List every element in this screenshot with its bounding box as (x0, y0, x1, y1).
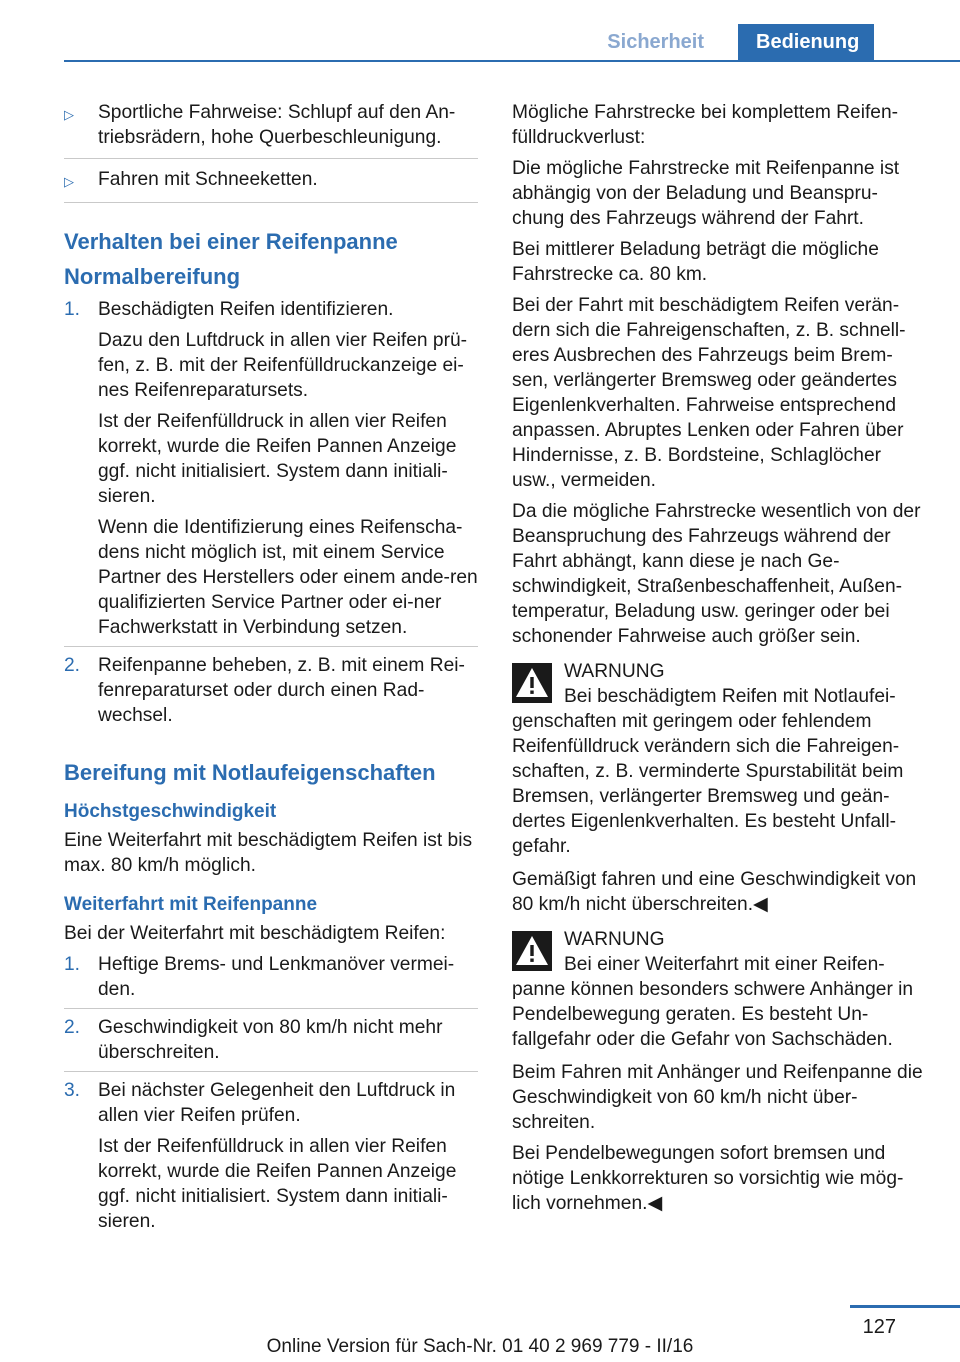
step-text: Reifenpanne beheben, z. B. mit einem Rei‐fenreparaturset oder durch einen Rad‐wechsel. (98, 655, 465, 726)
body-text: Mögliche Fahrstrecke bei komplettem Reifen‐fülldruckverlust: (512, 102, 899, 148)
section-heading: Bereifung mit Notlaufeigenschaften (64, 760, 436, 785)
right-column (512, 100, 928, 1222)
warning-triangle-icon (512, 663, 552, 703)
body-text: Bei der Fahrt mit beschädigtem Reifen verän‐dern sich die Fahreigenschaften, z. B. schnell‐eres Ausbrechen des Fahrzeugs beim Brem‐sen, verlängerter Bremsweg oder geändertes Eigenlenkverhalten. Fahrweise entsprechend anpassen. Abruptes Lenken oder Fahren über Hindernisse, z. B. Bordsteine, Schlaglöcher usw., vermeiden. (512, 295, 906, 491)
warning-triangle-icon (512, 931, 552, 971)
warning-title: WARNUNG (564, 929, 665, 950)
body-text: Bei mittlerer Beladung beträgt die mögliche Fahrstrecke ca. 80 km. (512, 239, 879, 285)
warning-box (512, 927, 928, 1216)
warning-text: Bei beschädigtem Reifen mit Notlaufei‐genschaften mit geringem oder fehlendem Reifenfülldruck verändern sich die Fahreigen‐schaften, z. B. verminderte Spurstabilität beim Bremsen, verlängerter Bremsweg und geän‐dertes Eigenlenkverhalten. Es besteht Unfall‐gefahr. (512, 686, 904, 857)
warning-box (512, 659, 928, 917)
subsection-heading: Höchstgeschwindigkeit (64, 801, 277, 822)
warning-action: Beim Fahren mit Anhänger und Reifenpanne die Geschwindigkeit von 60 km/h nicht über‐schreiten. (512, 1062, 923, 1133)
tab-sicherheit[interactable]: Sicherheit (607, 31, 704, 53)
triangle-bullet-icon: ▷ (64, 174, 74, 189)
subsection-heading: Normalbereifung (64, 264, 241, 289)
step-text: Wenn die Identifizierung eines Reifenscha‐dens nicht möglich ist, mit einem Service Partner des Herstellers oder einem ande‐ren qualifizierten Service Partner oder ei‐ner Fachwerkstatt in Verbindung setzen. (98, 517, 478, 638)
subsection-heading: Weiterfahrt mit Reifenpanne (64, 894, 318, 915)
step-number: 2. (64, 1017, 81, 1038)
step-item (64, 952, 478, 1009)
warning-text: Bei einer Weiterfahrt mit einer Reifen‐panne können besonders schwere Anhänger in Pendelbewegung geraten. Es besteht Un‐fallgefahr oder die Gefahr von Sachschäden. (512, 954, 914, 1050)
bullet-text: Sportliche Fahrweise: Schlupf auf den An‐triebsrädern, hohe Querbeschleunigung. (98, 102, 456, 148)
step-text: Ist der Reifenfülldruck in allen vier Reifen korrekt, wurde die Reifen Pannen Anzeige ggf. nicht initialisiert. System dann initiali‐sieren. (98, 411, 457, 507)
tab-bedienung[interactable]: Bedienung (738, 24, 874, 60)
list-item (64, 167, 478, 203)
step-item (64, 1078, 478, 1240)
step-number: 1. (64, 954, 81, 975)
step-text: Heftige Brems- und Lenkmanöver vermei‐den. (98, 954, 455, 1000)
warning-title: WARNUNG (564, 661, 665, 682)
step-number: 2. (64, 655, 81, 676)
list-item (64, 100, 478, 159)
triangle-bullet-icon: ▷ (64, 107, 74, 122)
bullet-text: Fahren mit Schneeketten. (98, 169, 318, 190)
step-item (64, 297, 478, 647)
step-item (64, 1015, 478, 1072)
body-text: Bei der Weiterfahrt mit beschädigtem Reifen: (64, 923, 446, 944)
step-text: Beschädigten Reifen identifizieren. (98, 299, 394, 320)
step-text: Ist der Reifenfülldruck in allen vier Reifen korrekt, wurde die Reifen Pannen Anzeige ggf. nicht initialisiert. System dann initiali‐sieren. (98, 1136, 457, 1232)
step-number: 3. (64, 1080, 81, 1101)
step-text: Bei nächster Gelegenheit den Luftdruck in allen vier Reifen prüfen. (98, 1080, 456, 1126)
left-column (64, 100, 478, 1246)
step-number: 1. (64, 299, 81, 320)
footer-rule (850, 1305, 960, 1308)
step-item (64, 653, 478, 734)
body-text: Da die mögliche Fahrstrecke wesentlich von der Beanspruchung des Fahrzeugs während der Fahrt abhängt, kann diese je nach Ge‐schwindigkeit, Straßenbeschaffenheit, Außen‐temperatur, Beladung usw. geringer oder bei schonender Fahrweise auch größer sein. (512, 501, 921, 647)
body-text: Eine Weiterfahrt mit beschädigtem Reifen ist bis max. 80 km/h möglich. (64, 830, 473, 876)
warning-action: Bei Pendelbewegungen sofort bremsen und nötige Lenkkorrekturen so vorsichtig wie mög‐lich vornehmen.◀ (512, 1143, 904, 1214)
page-header (0, 0, 960, 62)
footer-text: Online Version für Sach-Nr. 01 40 2 969 779 - II/16 (266, 1336, 694, 1357)
step-text: Dazu den Luftdruck in allen vier Reifen prü‐fen, z. B. mit der Reifenfülldruckanzeige ei‐nes Reifenreparatursets. (98, 330, 468, 401)
warning-action: Gemäßigt fahren und eine Geschwindigkeit von 80 km/h nicht überschreiten.◀ (512, 869, 917, 915)
header-rule (64, 60, 960, 62)
step-text: Geschwindigkeit von 80 km/h nicht mehr überschreiten. (98, 1017, 443, 1063)
page-number: 127 (862, 1316, 896, 1338)
body-text: Die mögliche Fahrstrecke mit Reifenpanne ist abhängig von der Beladung und Beanspru‐chung des Fahrzeugs während der Fahrt. (512, 158, 900, 229)
section-heading: Verhalten bei einer Reifenpanne (64, 229, 398, 254)
